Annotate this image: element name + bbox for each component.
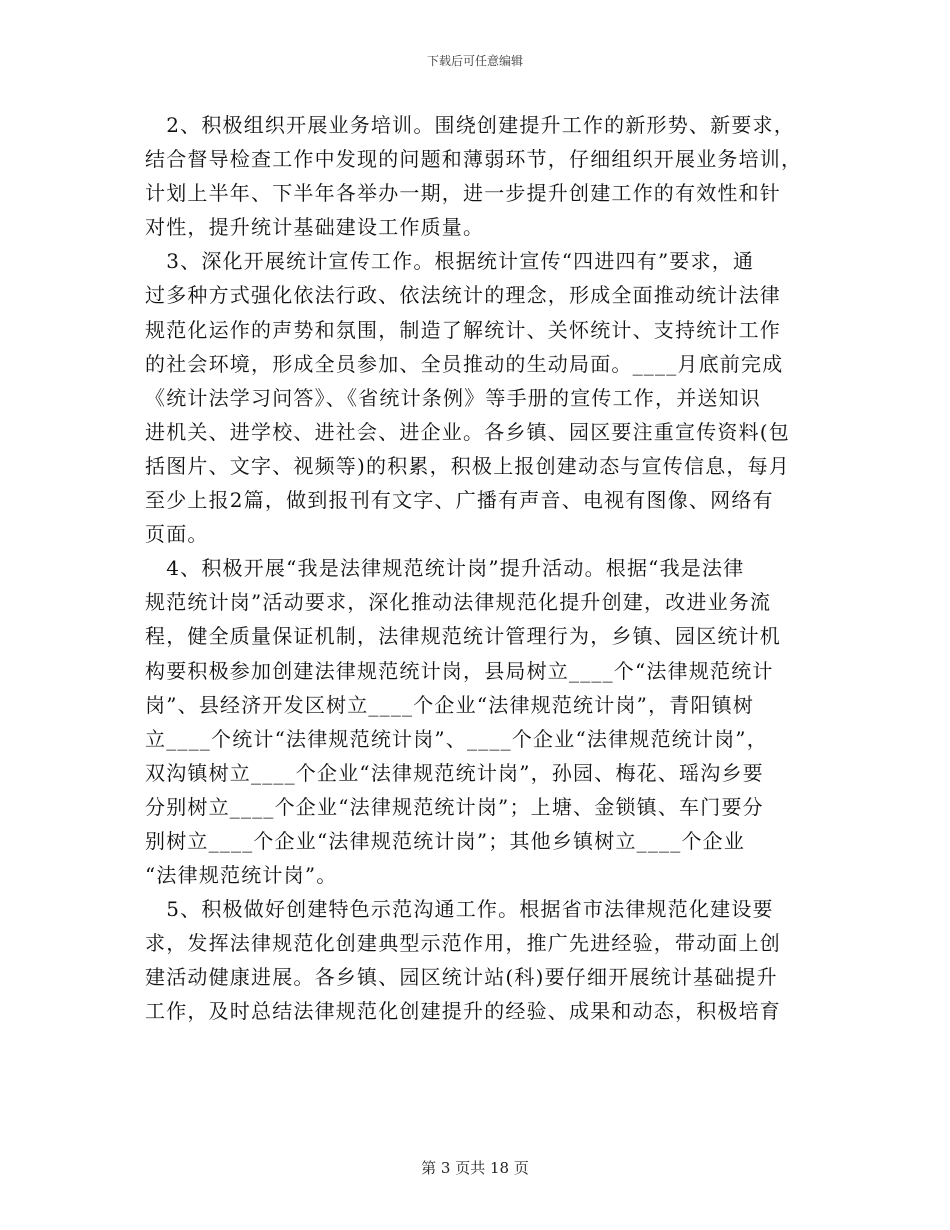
text-line: 的社会环境，形成全员参加、全员推动的生动局面。____月底前完成 [145,351,784,376]
text-line: 求，发挥法律规范化创建典型示范作用，推广先进经验，带动面上创 [145,931,781,956]
text-line: 程，健全质量保证机制，法律规范统计管理行为，乡镇、园区统计机 [145,624,781,649]
text-line: 建活动健康进展。各乡镇、园区统计站(科)要仔细开展统计基础提升 [145,965,778,990]
text-line: 对性，提升统计基础建设工作质量。 [145,215,485,240]
text-line: 3、深化开展统计宣传工作。根据统计宣传“四进四有”要求，通 [145,249,755,274]
text-line: 立____个统计“法律规范统计岗”、____个企业“法律规范统计岗”， [145,726,768,751]
text-line: 页面。 [145,522,209,547]
text-line: 2、积极组织开展业务培训。围绕创建提升工作的新形势、新要求， [145,113,795,137]
text-line: 别树立____个企业“法律规范统计岗”；其他乡镇树立____个企业 [145,828,746,853]
text-line: “法律规范统计岗”。 [145,863,338,888]
text-line: 规范化运作的声势和氛围，制造了解统计、关怀统计、支持统计工作 [145,317,781,342]
text-line: 规范统计岗”活动要求，深化推动法律规范化提升创建，改进业务流 [145,590,772,615]
text-line: 4、积极开展“我是法律规范统计岗”提升活动。根据“我是法律 [145,556,745,581]
text-line: 过多种方式强化依法行政、依法统计的理念，形成全面推动统计法律 [145,283,781,308]
text-line: 双沟镇树立____个企业“法律规范统计岗”，孙园、梅花、瑶沟乡要 [145,760,764,785]
text-line: 分别树立____个企业“法律规范统计岗”；上塘、金锁镇、车门要分 [145,794,764,819]
text-line: 工作，及时总结法律规范化创建提升的经验、成果和动态，积极培育 [145,999,781,1024]
text-line: 《统计法学习问答》、《省统计条例》等手册的宣传工作，并送知识 [145,385,761,410]
page-footer: 第 3 页共 18 页 [421,1159,529,1177]
document-body [145,108,825,1029]
text-line: 构要积极参加创建法律规范统计岗，县局树立____个“法律规范统计 [145,658,774,683]
text-line: 进机关、进学校、进社会、进企业。各乡镇、园区要注重宣传资料(包 [145,419,791,444]
text-line: 结合督导检查工作中发现的问题和薄弱环节，仔细组织开展业务培训， [145,147,803,172]
text-line: 计划上半年、下半年各举办一期，进一步提升创建工作的有效性和针 [145,181,781,206]
text-line: 至少上报2篇，做到报刊有文字、广播有声音、电视有图像、网络有 [145,488,774,513]
text-line: 括图片、文字、视频等)的积累，积极上报创建动态与宣传信息，每月 [145,453,791,478]
text-line: 5、积极做好创建特色示范沟通工作。根据省市法律规范化建设要 [145,897,774,922]
page-header: 下载后可任意编辑 [426,54,523,68]
text-line: 岗”、县经济开发区树立____个企业“法律规范统计岗”，青阳镇树 [145,692,755,717]
